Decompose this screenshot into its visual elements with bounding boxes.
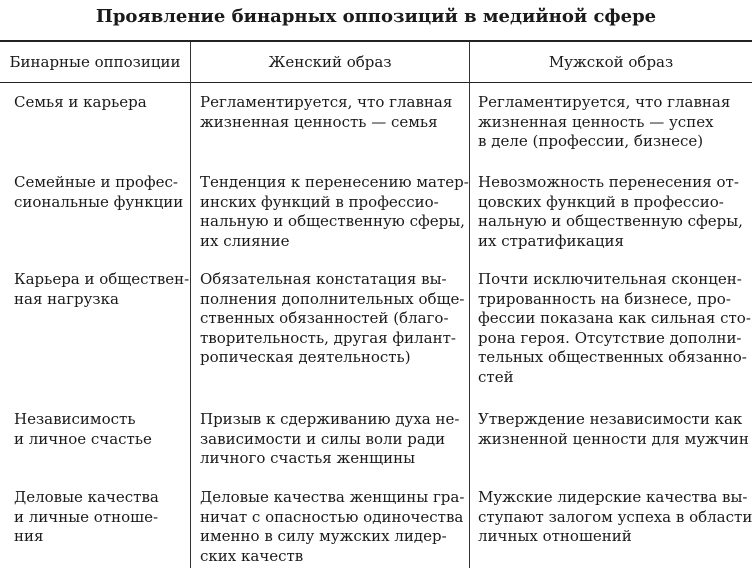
line: их слияние [200,231,290,250]
table-row-1-female [200,93,462,132]
column-divider-2 [469,42,470,568]
line: трированность на бизнесе, про- [478,289,731,308]
line: ропическая деятельность) [200,348,411,366]
table-row-3-female [200,270,465,368]
line: творительность, другая филант- [200,328,456,347]
header-rule [0,82,752,83]
line: ная нагрузка [14,289,119,308]
column-divider-1 [190,42,191,568]
table-row-4-male [478,410,749,449]
line: Карьера и обществен- [14,270,190,288]
table-row-3-male [478,270,751,387]
line: Регламентируется, что главная [200,93,453,111]
header-female-image: Женский образ [268,53,392,71]
line: Семья и карьера [14,93,147,111]
line: и личное счастье [14,429,152,448]
line: сиональные функции [14,192,184,211]
line: именно в силу мужских лидер- [200,527,447,545]
line: Деловые качества женщины гра- [200,488,465,506]
line: ских качеств [200,546,304,565]
line: ступают залогом успеха в области [478,507,752,526]
table-row-3-opposition [14,270,190,309]
table-row-2-male [478,173,743,251]
line: стей [478,367,514,386]
line: Обязательная констатация вы- [200,270,447,288]
line: Почти исключительная сконцен- [478,270,742,288]
line: нальную и общественную сферы, [478,212,743,230]
line: зависимости и силы воли ради [200,429,446,448]
top-rule [0,40,752,42]
line: личных отношений [478,527,632,545]
header-oppositions: Бинарные оппозиции [9,53,181,71]
line: нальную и общественную сферы, [200,212,465,230]
line: ния [14,527,44,545]
line: личного счастья женщины [200,449,416,467]
table-row-5-female [200,488,465,566]
line: в деле (профессии, бизнесе) [478,132,704,150]
table-row-5-male [478,488,752,547]
line: ничат с опасностью одиночества [200,507,464,526]
line: цовских функций в профессио- [478,192,724,211]
line: Призыв к сдерживанию духа не- [200,410,460,428]
line: Регламентируется, что главная [478,93,731,111]
line: полнения дополнительных обще- [200,289,465,308]
table-row-1-opposition [14,93,184,113]
line: Утверждение независимости как [478,410,743,428]
line: жизненная ценность — успех [478,112,714,131]
line: ственных обязанностей (благо- [200,309,449,327]
table-row-2-opposition [14,173,184,212]
line: Семейные и профес- [14,173,178,191]
line: Невозможность перенесения от- [478,173,739,191]
line: фессии показана как сильная сто- [478,309,751,327]
line: жизненной ценности для мужчин [478,429,749,448]
table-row-1-male [478,93,743,152]
line: Мужские лидерские качества вы- [478,488,748,506]
line: Тенденция к перенесению матер- [200,173,469,191]
table-row-4-female [200,410,462,469]
line: их стратификация [478,231,624,250]
header-male-image: Мужской образ [548,53,674,71]
line: инских функций в профессио- [200,192,439,211]
line: Независимость [14,410,136,428]
line: жизненная ценность — семья [200,112,438,131]
table-row-2-female [200,173,469,251]
line: Деловые качества [14,488,159,506]
table-title: Проявление бинарных оппозиций в медийной сфере [95,6,657,27]
line: рона героя. Отсутствие дополни- [478,328,742,347]
table-row-5-opposition [14,488,184,547]
line: и личные отноше- [14,507,159,526]
table-row-4-opposition [14,410,184,449]
line: тельных общественных обязаннo- [478,348,747,366]
